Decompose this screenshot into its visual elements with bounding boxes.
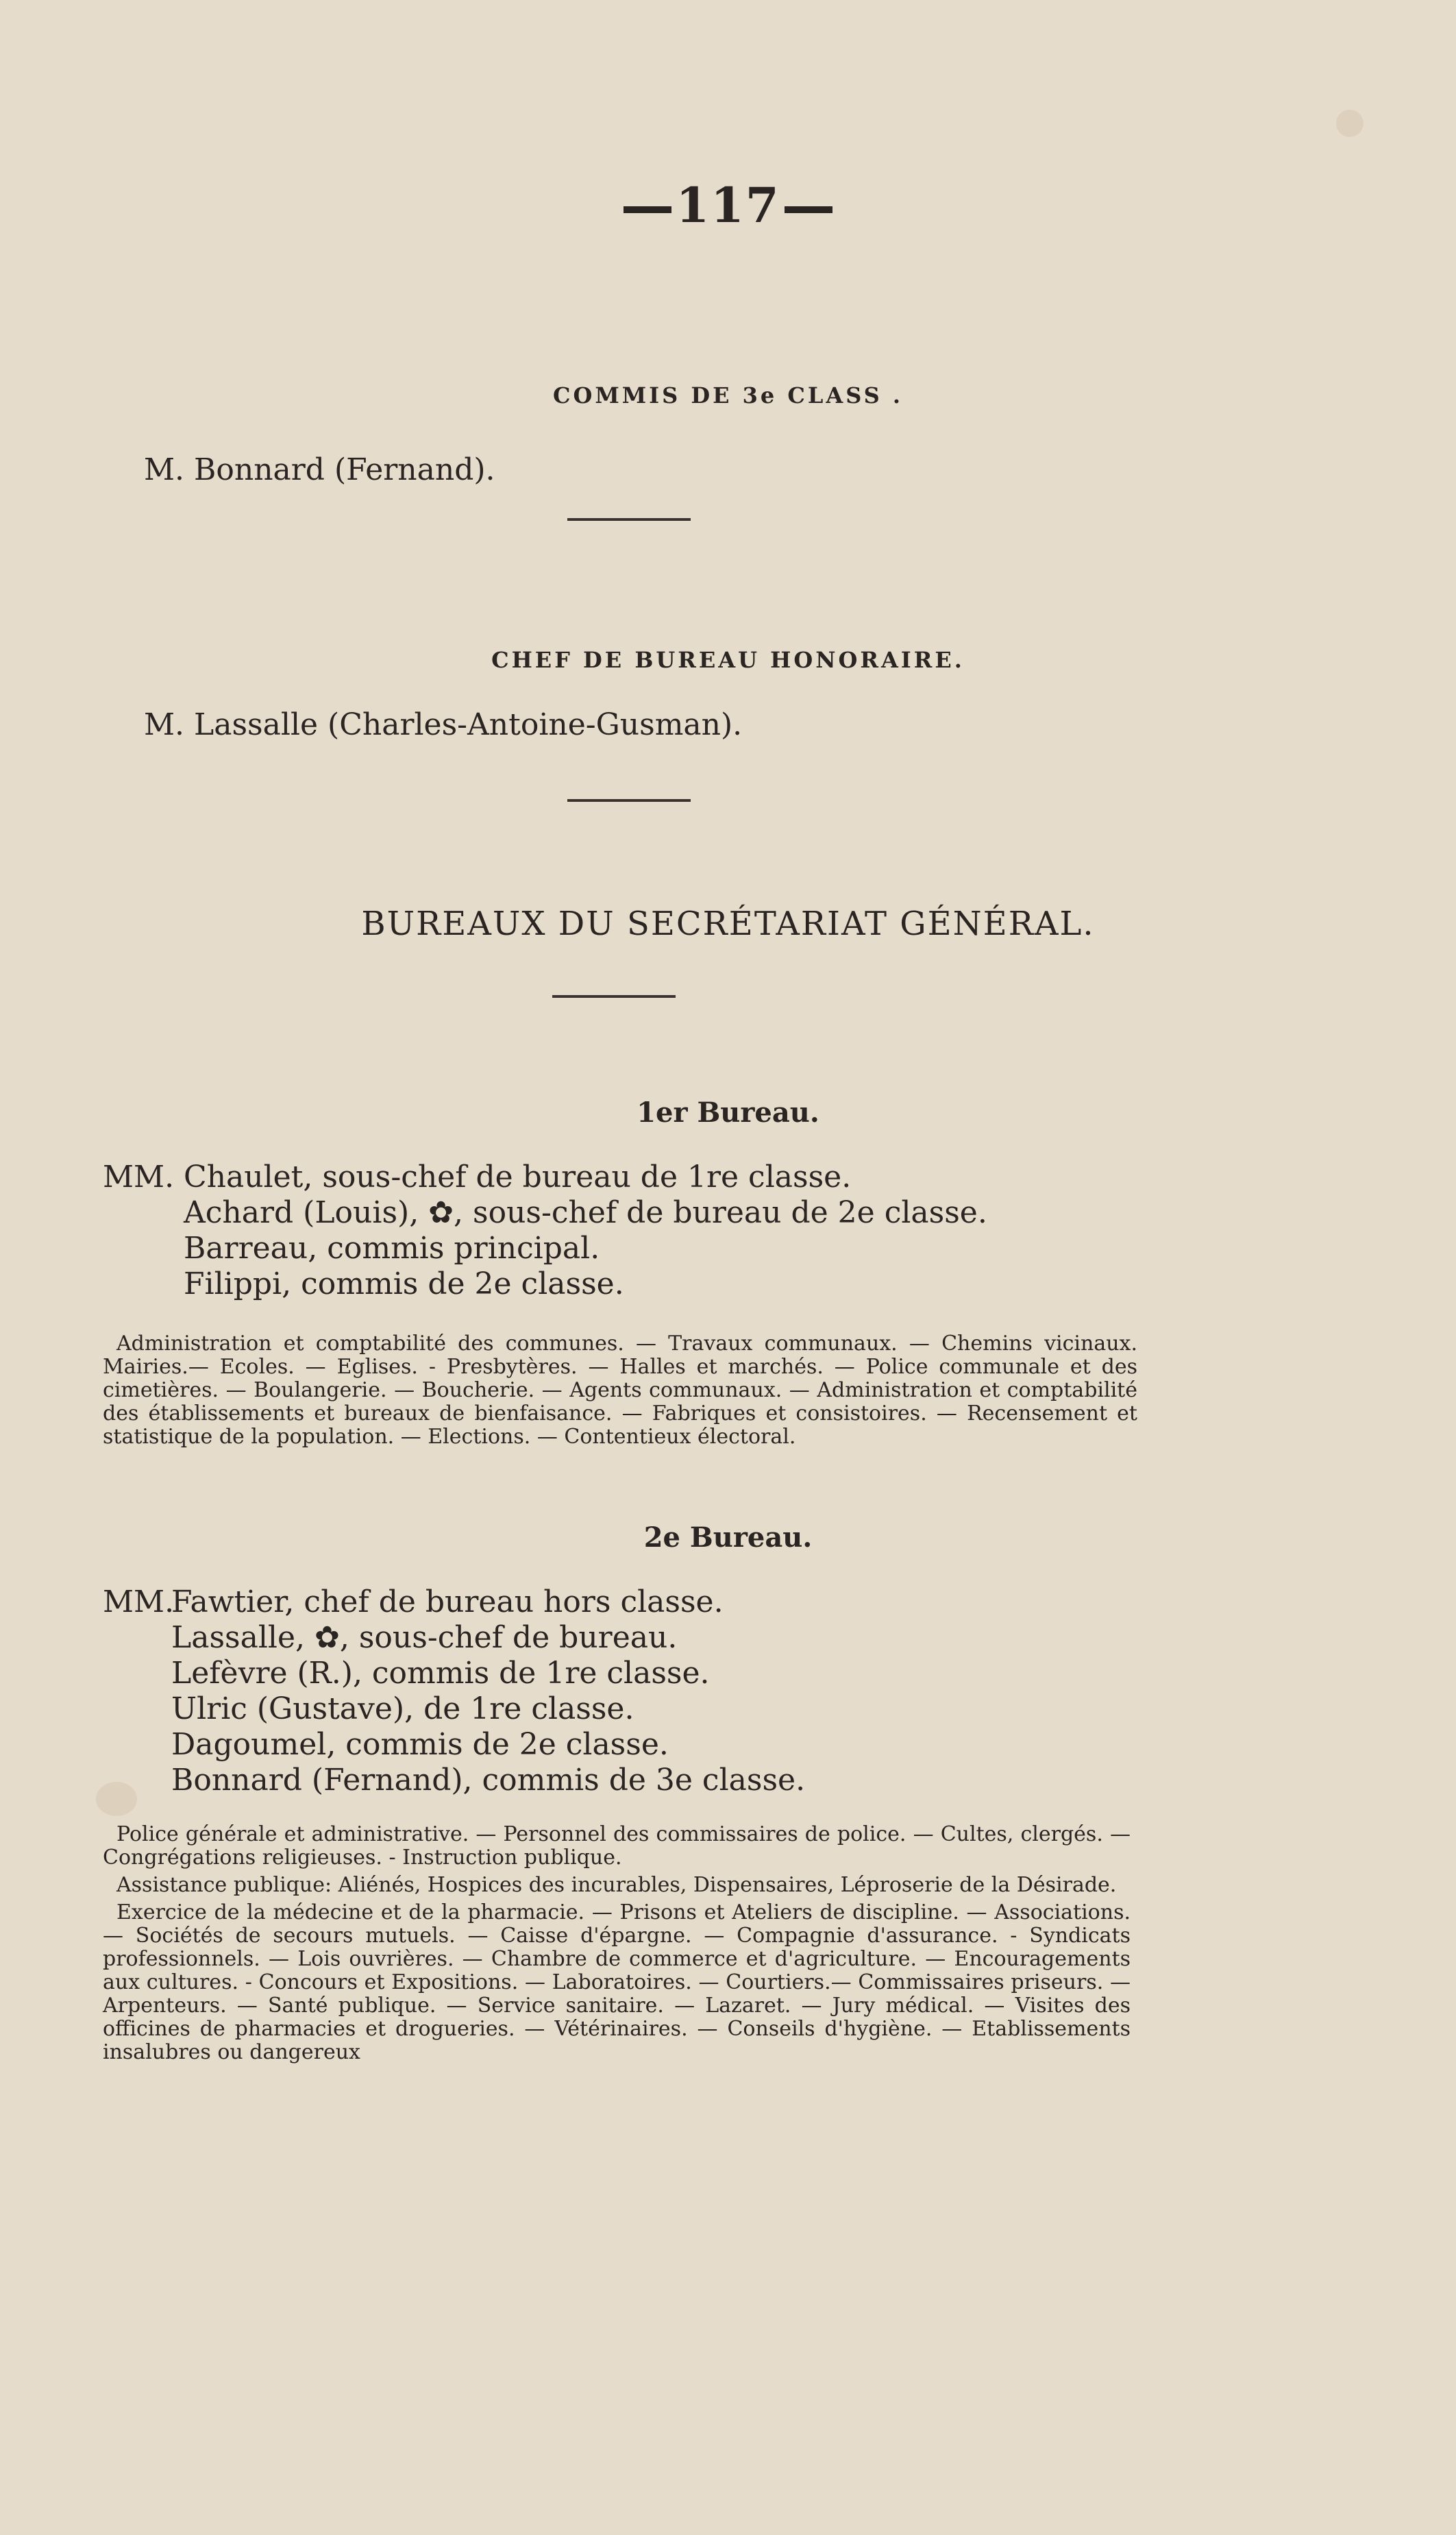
bureau1-member: Chaulet, sous-chef de bureau de 1re classe. [184, 1160, 852, 1195]
bureau1-member: Barreau, commis principal. [184, 1231, 600, 1266]
bureau2-member: Dagoumel, commis de 2e classe. [171, 1727, 669, 1762]
section-title-chef-honoraire: CHEF DE BUREAU HONORAIRE. [491, 647, 965, 673]
page-number-dash-right [785, 206, 832, 213]
bureau1-prefix: MM. [103, 1160, 175, 1195]
bureau2-member: Bonnard (Fernand), commis de 3e classe. [171, 1763, 806, 1798]
page-number-text: 117 [676, 177, 780, 234]
page-number [0, 177, 1456, 234]
separator-rule [552, 995, 676, 998]
bureau2-member: Fawtier, chef de bureau hors classe. [171, 1584, 724, 1619]
paper-stain [96, 1782, 137, 1816]
bureau1-duties-text: Administration et comptabilité des communes. — Travaux communaux. — Chemins vicinaux. Mairies.— Ecoles. — Eglises. - Presbytères. — Halles et marchés. — Police communale et des cimetières. — Boulangerie. — Boucherie. — Agents communaux. — Administration et comptabilité des établissements et bureaux de bienfaisance. — Fabriques et consistoires. — Recensement et statistique de la population. — Elections. — Contentieux électoral. [103, 1332, 1137, 1449]
bureau1-member: Achard (Louis), ✿, sous-chef de bureau de 2e classe. [184, 1195, 987, 1230]
bureau2-member: Lefèvre (R.), commis de 1re classe. [171, 1656, 710, 1691]
paper-stain [1336, 110, 1364, 137]
separator-rule [567, 518, 691, 521]
member-bonnard: M. Bonnard (Fernand). [144, 452, 495, 487]
page-number-dash-left [624, 206, 671, 213]
bureau2-duties-text: Assistance publique: Aliénés, Hospices des incurables, Dispensaires, Léproserie de la Désirade. [116, 1873, 1117, 1897]
bureau1-duties [103, 1332, 1137, 1453]
separator-rule [567, 799, 691, 802]
member-lassalle: M. Lassalle (Charles-Antoine-Gusman). [144, 707, 743, 742]
bureau2-duties [103, 1823, 1131, 2068]
bureau2-prefix: MM. [103, 1584, 175, 1619]
bureau2-duties-text: Exercice de la médecine et de la pharmacie. — Prisons et Ateliers de discipline. — Associations. — Sociétés de secours mutuels. — Caisse d'épargne. — Compagnie d'assurance. - Syndicats professionnels. — Lois ouvrières. — Chambre de commerce et d'agriculture. — Encouragements aux cultures. - Concours et Expositions. — Laboratoires. — Courtiers.— Commissaires priseurs. — Arpenteurs. — Santé publique. — Service sanitaire. — Lazaret. — Jury médical. — Visites des officines de pharmacies et drogueries. — Vétérinaires. — Conseils d'hygiène. — Etablissements insalubres ou dangereux [103, 1900, 1131, 2064]
bureau1-title: 1er Bureau. [637, 1097, 819, 1129]
main-title: BUREAUX DU SECRÉTARIAT GÉNÉRAL. [361, 905, 1095, 943]
bureau2-member: Ulric (Gustave), de 1re classe. [171, 1691, 634, 1726]
section-title-commis: COMMIS DE 3e CLASS . [552, 382, 904, 408]
bureau1-member: Filippi, commis de 2e classe. [184, 1266, 624, 1301]
bureau2-member: Lassalle, ✿, sous-chef de bureau. [171, 1620, 678, 1655]
bureau2-title: 2e Bureau. [643, 1521, 813, 1554]
bureau2-duties-text: Police générale et administrative. — Personnel des commissaires de police. — Cultes, clergés. — Congrégations religieuses. - Instruction publique. [103, 1822, 1131, 1870]
